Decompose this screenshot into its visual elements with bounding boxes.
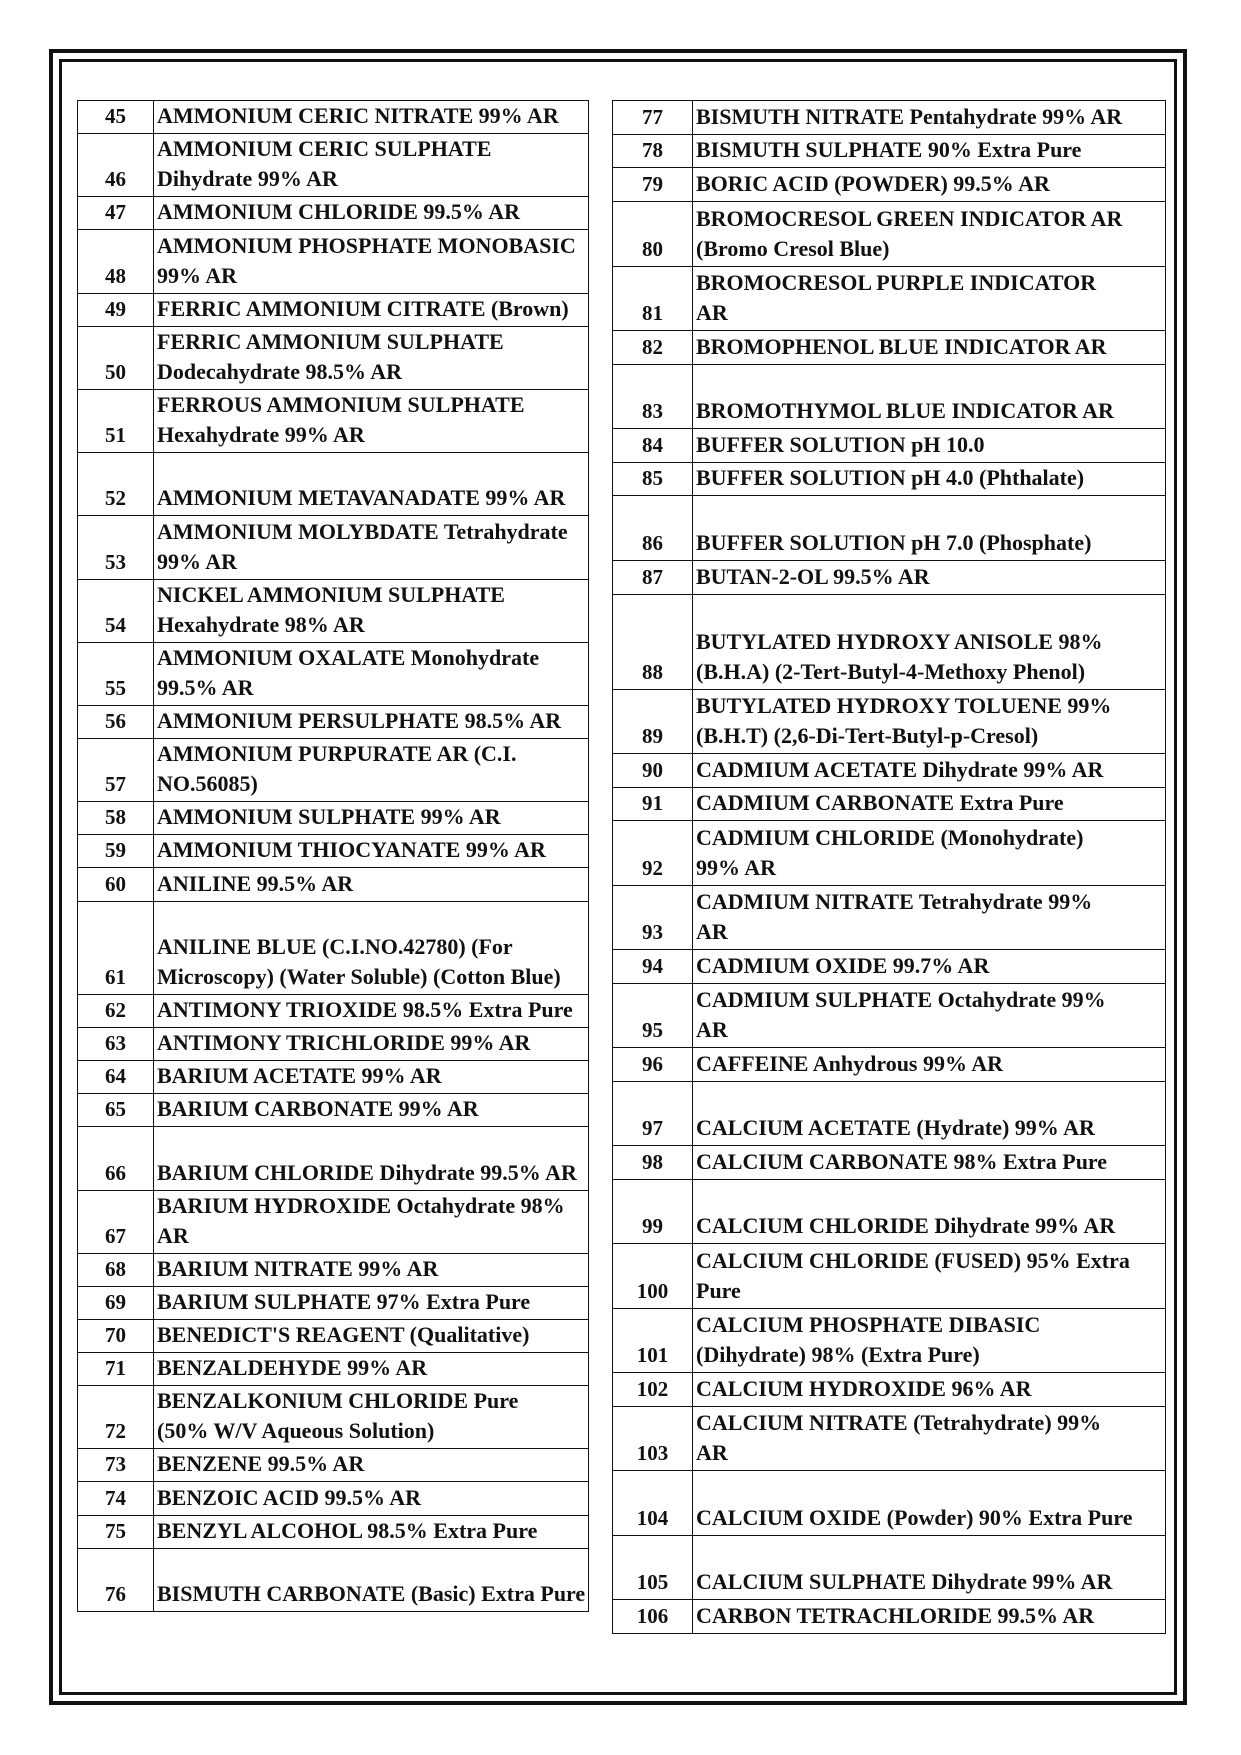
item-description [154,994,589,1027]
description-line: AMMONIUM CERIC SULPHATE [157,136,492,162]
item-description [693,462,1166,496]
table-row [78,293,589,326]
item-description [154,101,589,134]
description-line: FERRIC AMMONIUM SULPHATE [157,328,504,354]
description-line: (B.H.T) (2,6-Di-Tert-Butyl-p-Cresol) [696,722,1039,748]
table-row [78,642,589,705]
description-line: BENZALKONIUM CHLORIDE Pure [157,1388,519,1414]
description-line: CADMIUM OXIDE 99.7% AR [696,952,990,978]
table-row [78,1319,589,1352]
item-number: 88 [613,594,693,689]
item-number: 95 [613,983,693,1047]
description-line [696,1537,1163,1567]
item-description [693,1600,1166,1634]
item-number: 100 [613,1244,693,1308]
table-row [613,821,1166,885]
item-description [693,364,1166,428]
table-row [613,364,1166,428]
item-description [154,642,589,705]
item-number: 102 [613,1373,693,1407]
item-number: 45 [78,101,154,134]
description-line: CALCIUM ACETATE (Hydrate) 99% AR [696,1115,1095,1141]
item-number: 104 [613,1471,693,1535]
item-description [693,1308,1166,1372]
table-row [613,1146,1166,1180]
item-number: 98 [613,1146,693,1180]
description-line: ANTIMONY TRICHLORIDE 99% AR [157,1030,531,1056]
table-row [78,230,589,293]
table-row [613,1373,1166,1407]
item-description [154,835,589,868]
item-description [154,1386,589,1449]
description-line: FERROUS AMMONIUM SULPHATE [157,392,525,418]
item-number: 103 [613,1406,693,1470]
item-description [154,868,589,901]
description-line: (50% W/V Aqueous Solution) [157,1418,435,1444]
description-line: BROMOTHYMOL BLUE INDICATOR AR [696,398,1114,423]
table-row [78,705,589,738]
item-number: 49 [78,293,154,326]
table-row [78,326,589,389]
item-description [154,293,589,326]
item-number: 84 [613,429,693,463]
item-description [154,1190,589,1253]
description-line: CADMIUM CARBONATE Extra Pure [696,790,1064,816]
table-row [78,1028,589,1061]
description-line: BROMOCRESOL GREEN INDICATOR AR [696,205,1123,231]
item-description [693,885,1166,949]
item-number: 65 [78,1094,154,1127]
item-number: 77 [613,101,693,135]
description-line: ANILINE BLUE (C.I.NO.42780) (For [157,933,513,959]
table-row [78,835,589,868]
item-description [154,739,589,802]
description-line: BARIUM CARBONATE 99% AR [157,1096,479,1122]
description-line: CADMIUM SULPHATE Octahydrate 99% [696,987,1106,1013]
description-line [157,1549,586,1579]
description-line: BUFFER SOLUTION pH 10.0 [696,431,985,457]
description-line: AMMONIUM METAVANADATE 99% AR [157,485,566,511]
item-description [693,689,1166,753]
item-number: 68 [78,1253,154,1286]
right-product-table [612,100,1166,1634]
item-description [693,1373,1166,1407]
item-description [154,1482,589,1515]
table-row [613,1048,1166,1082]
table-row [78,1449,589,1482]
item-number: 63 [78,1028,154,1061]
item-number: 85 [613,462,693,496]
item-number: 86 [613,496,693,560]
item-description [693,496,1166,560]
item-number: 89 [613,689,693,753]
table-row [78,802,589,835]
description-line: CADMIUM NITRATE Tetrahydrate 99% [696,889,1093,915]
table-row [613,1081,1166,1145]
table-row [78,1253,589,1286]
item-description [154,134,589,197]
description-line [157,453,586,483]
item-number: 97 [613,1081,693,1145]
table-row [78,134,589,197]
left-product-table [77,100,589,1612]
item-number: 76 [78,1548,154,1611]
item-description [693,134,1166,168]
item-number: 64 [78,1061,154,1094]
description-line: Dihydrate 99% AR [157,166,338,192]
item-description [154,1061,589,1094]
item-number: 56 [78,705,154,738]
item-number: 58 [78,802,154,835]
item-number: 57 [78,739,154,802]
item-description [693,1471,1166,1535]
description-line: BENZYL ALCOHOL 98.5% Extra Pure [157,1517,538,1543]
description-line: AMMONIUM PURPURATE AR (C.I. [157,741,517,767]
description-line: CALCIUM CARBONATE 98% Extra Pure [696,1149,1108,1175]
item-description [154,230,589,293]
item-description [693,1081,1166,1145]
table-row [613,1180,1166,1244]
table-row [78,1190,589,1253]
table-row [613,101,1166,135]
table-row [613,689,1166,753]
item-number: 67 [78,1190,154,1253]
item-number: 91 [613,787,693,821]
description-line: AMMONIUM CERIC NITRATE 99% AR [157,103,559,129]
description-line: Hexahydrate 99% AR [157,422,365,448]
description-line: BARIUM CHLORIDE Dihydrate 99.5% AR [157,1159,577,1185]
table-row [613,496,1166,560]
item-number: 99 [613,1180,693,1244]
description-line: 99% AR [157,262,238,288]
item-number: 70 [78,1319,154,1352]
item-number: 96 [613,1048,693,1082]
table-row [613,202,1166,266]
table-row [78,389,589,452]
description-line: CARBON TETRACHLORIDE 99.5% AR [696,1603,1095,1628]
description-line: BISMUTH NITRATE Pentahydrate 99% AR [696,103,1123,129]
table-row [78,197,589,230]
table-row [78,868,589,901]
item-number: 78 [613,134,693,168]
description-line: CALCIUM PHOSPHATE DIBASIC [696,1312,1041,1338]
description-line: BARIUM SULPHATE 97% Extra Pure [157,1288,531,1314]
item-description [154,1353,589,1386]
description-line: AR [696,299,728,325]
description-line: BUTAN-2-OL 99.5% AR [696,563,930,589]
description-line [157,902,586,932]
item-description [693,1180,1166,1244]
item-number: 82 [613,330,693,364]
description-line: BUFFER SOLUTION pH 7.0 (Phosphate) [696,529,1092,555]
item-description [693,1244,1166,1308]
description-line: ANTIMONY TRIOXIDE 98.5% Extra Pure [157,997,573,1022]
table-row [613,787,1166,821]
item-description [693,1146,1166,1180]
table-row [78,1061,589,1094]
item-description [154,326,589,389]
item-description [693,168,1166,202]
item-description [154,453,589,516]
description-line: Pure [696,1277,741,1303]
item-number: 90 [613,753,693,787]
description-line: CALCIUM HYDROXIDE 96% AR [696,1375,1032,1401]
table-row [78,516,589,579]
item-description [693,266,1166,330]
item-number: 52 [78,453,154,516]
description-line: AR [696,1440,728,1466]
description-line: CALCIUM CHLORIDE (FUSED) 95% Extra [696,1247,1130,1273]
item-description [693,202,1166,266]
table-row [613,330,1166,364]
description-line: AMMONIUM CHLORIDE 99.5% AR [157,199,520,225]
table-row [78,1482,589,1515]
description-line: CADMIUM CHLORIDE (Monohydrate) [696,824,1084,850]
description-line: AR [696,1017,728,1043]
item-number: 105 [613,1535,693,1599]
description-line: BUTYLATED HYDROXY TOLUENE 99% [696,692,1112,718]
item-number: 81 [613,266,693,330]
item-number: 79 [613,168,693,202]
description-line: AMMONIUM PHOSPHATE MONOBASIC [157,232,576,258]
item-number: 69 [78,1286,154,1319]
description-line: CAFFEINE Anhydrous 99% AR [696,1050,1004,1076]
description-line: AMMONIUM THIOCYANATE 99% AR [157,837,546,863]
item-description [693,1535,1166,1599]
item-description [154,1028,589,1061]
description-line: AR [157,1222,189,1248]
item-number: 94 [613,950,693,984]
item-description [693,1048,1166,1082]
table-row [613,1244,1166,1308]
description-line: 99.5% AR [157,674,254,700]
item-number: 74 [78,1482,154,1515]
description-line: BROMOCRESOL PURPLE INDICATOR [696,269,1097,295]
item-description [154,1548,589,1611]
table-row [613,1406,1166,1470]
item-number: 46 [78,134,154,197]
description-line [157,1128,586,1158]
description-line: (B.H.A) (2-Tert-Butyl-4-Methoxy Phenol) [696,658,1086,684]
item-description [154,705,589,738]
description-line: BENZALDEHYDE 99% AR [157,1355,428,1381]
item-description [693,821,1166,885]
description-line: AR [696,919,728,945]
item-description [154,1286,589,1319]
item-description [693,560,1166,594]
item-number: 73 [78,1449,154,1482]
item-description [154,1515,589,1548]
item-number: 93 [613,885,693,949]
description-line: CALCIUM NITRATE (Tetrahydrate) 99% [696,1410,1102,1436]
description-line: BUTYLATED HYDROXY ANISOLE 98% [696,628,1103,654]
item-number: 50 [78,326,154,389]
item-number: 47 [78,197,154,230]
table-row [78,1127,589,1190]
description-line: Dodecahydrate 98.5% AR [157,358,403,384]
description-line: AMMONIUM OXALATE Monohydrate [157,644,540,670]
table-row [78,1286,589,1319]
item-number: 60 [78,868,154,901]
item-description [154,516,589,579]
item-description [154,1127,589,1190]
description-line [696,597,1163,627]
description-line [696,498,1163,528]
item-number: 71 [78,1353,154,1386]
item-description [693,594,1166,689]
table-row [78,1094,589,1127]
item-description [154,389,589,452]
description-line: BARIUM NITRATE 99% AR [157,1255,439,1281]
item-description [693,787,1166,821]
item-number: 106 [613,1600,693,1634]
table-row [613,1535,1166,1599]
description-line: AMMONIUM MOLYBDATE Tetrahydrate [157,518,568,544]
table-row [78,1515,589,1548]
item-description [693,753,1166,787]
description-line: BARIUM HYDROXIDE Octahydrate 98% [157,1192,565,1218]
item-description [693,330,1166,364]
item-description [154,579,589,642]
description-line: ANILINE 99.5% AR [157,870,354,896]
item-description [693,983,1166,1047]
description-line: (Dihydrate) 98% (Extra Pure) [696,1342,980,1368]
item-description [154,197,589,230]
item-number: 80 [613,202,693,266]
description-line: 99% AR [696,854,777,880]
table-row [613,594,1166,689]
item-description [693,101,1166,135]
table-row [613,266,1166,330]
description-line [696,1473,1163,1503]
description-line: BISMUTH CARBONATE (Basic) Extra Pure [157,1581,586,1606]
description-line: CALCIUM CHLORIDE Dihydrate 99% AR [696,1213,1116,1239]
right-column [612,100,1166,1634]
table-row [613,753,1166,787]
description-line: BARIUM ACETATE 99% AR [157,1063,442,1089]
table-row [78,1548,589,1611]
description-line: BROMOPHENOL BLUE INDICATOR AR [696,333,1107,359]
table-row [78,994,589,1027]
description-line: CALCIUM OXIDE (Powder) 90% Extra Pure [696,1504,1133,1530]
description-line: FERRIC AMMONIUM CITRATE (Brown) [157,295,569,321]
table-row [613,983,1166,1047]
description-line [696,366,1163,396]
item-description [154,1094,589,1127]
table-row [613,1600,1166,1634]
item-number: 51 [78,389,154,452]
item-number: 72 [78,1386,154,1449]
description-line [696,1083,1163,1113]
table-row [78,1353,589,1386]
description-line: CADMIUM ACETATE Dihydrate 99% AR [696,756,1104,782]
table-row [613,168,1166,202]
description-line: 99% AR [157,548,238,574]
description-line: AMMONIUM SULPHATE 99% AR [157,804,501,830]
item-number: 53 [78,516,154,579]
item-number: 54 [78,579,154,642]
item-description [693,950,1166,984]
description-line: BENZENE 99.5% AR [157,1451,365,1477]
description-line: Hexahydrate 98% AR [157,611,365,637]
item-number: 48 [78,230,154,293]
table-row [613,429,1166,463]
description-line: BORIC ACID (POWDER) 99.5% AR [696,171,1050,197]
item-number: 66 [78,1127,154,1190]
table-row [613,950,1166,984]
description-line: BUFFER SOLUTION pH 4.0 (Phthalate) [696,465,1085,491]
item-number: 83 [613,364,693,428]
item-description [154,901,589,994]
item-number: 87 [613,560,693,594]
item-number: 59 [78,835,154,868]
item-description [154,1253,589,1286]
description-line: BENZOIC ACID 99.5% AR [157,1484,422,1510]
description-line: AMMONIUM PERSULPHATE 98.5% AR [157,708,562,734]
table-row [78,1386,589,1449]
item-description [693,429,1166,463]
table-row [78,101,589,134]
table-row [78,453,589,516]
item-number: 101 [613,1308,693,1372]
description-line: BISMUTH SULPHATE 90% Extra Pure [696,137,1082,163]
table-row [613,560,1166,594]
item-number: 62 [78,994,154,1027]
table-row [613,1308,1166,1372]
description-line: CALCIUM SULPHATE Dihydrate 99% AR [696,1569,1113,1594]
description-line: NICKEL AMMONIUM SULPHATE [157,581,505,607]
table-row [613,1471,1166,1535]
table-row [613,134,1166,168]
description-line: (Bromo Cresol Blue) [696,235,890,261]
description-line: NO.56085) [157,771,258,797]
item-number: 61 [78,901,154,994]
item-number: 55 [78,642,154,705]
description-line [696,1181,1163,1211]
table-row [78,901,589,994]
item-description [154,1449,589,1482]
table-row [613,462,1166,496]
item-description [693,1406,1166,1470]
item-number: 75 [78,1515,154,1548]
item-number: 92 [613,821,693,885]
table-row [78,739,589,802]
left-column [77,100,589,1612]
table-row [78,579,589,642]
description-line: Microscopy) (Water Soluble) (Cotton Blue) [157,963,561,989]
table-row [613,885,1166,949]
item-description [154,1319,589,1352]
description-line: BENEDICT'S REAGENT (Qualitative) [157,1322,530,1348]
item-description [154,802,589,835]
